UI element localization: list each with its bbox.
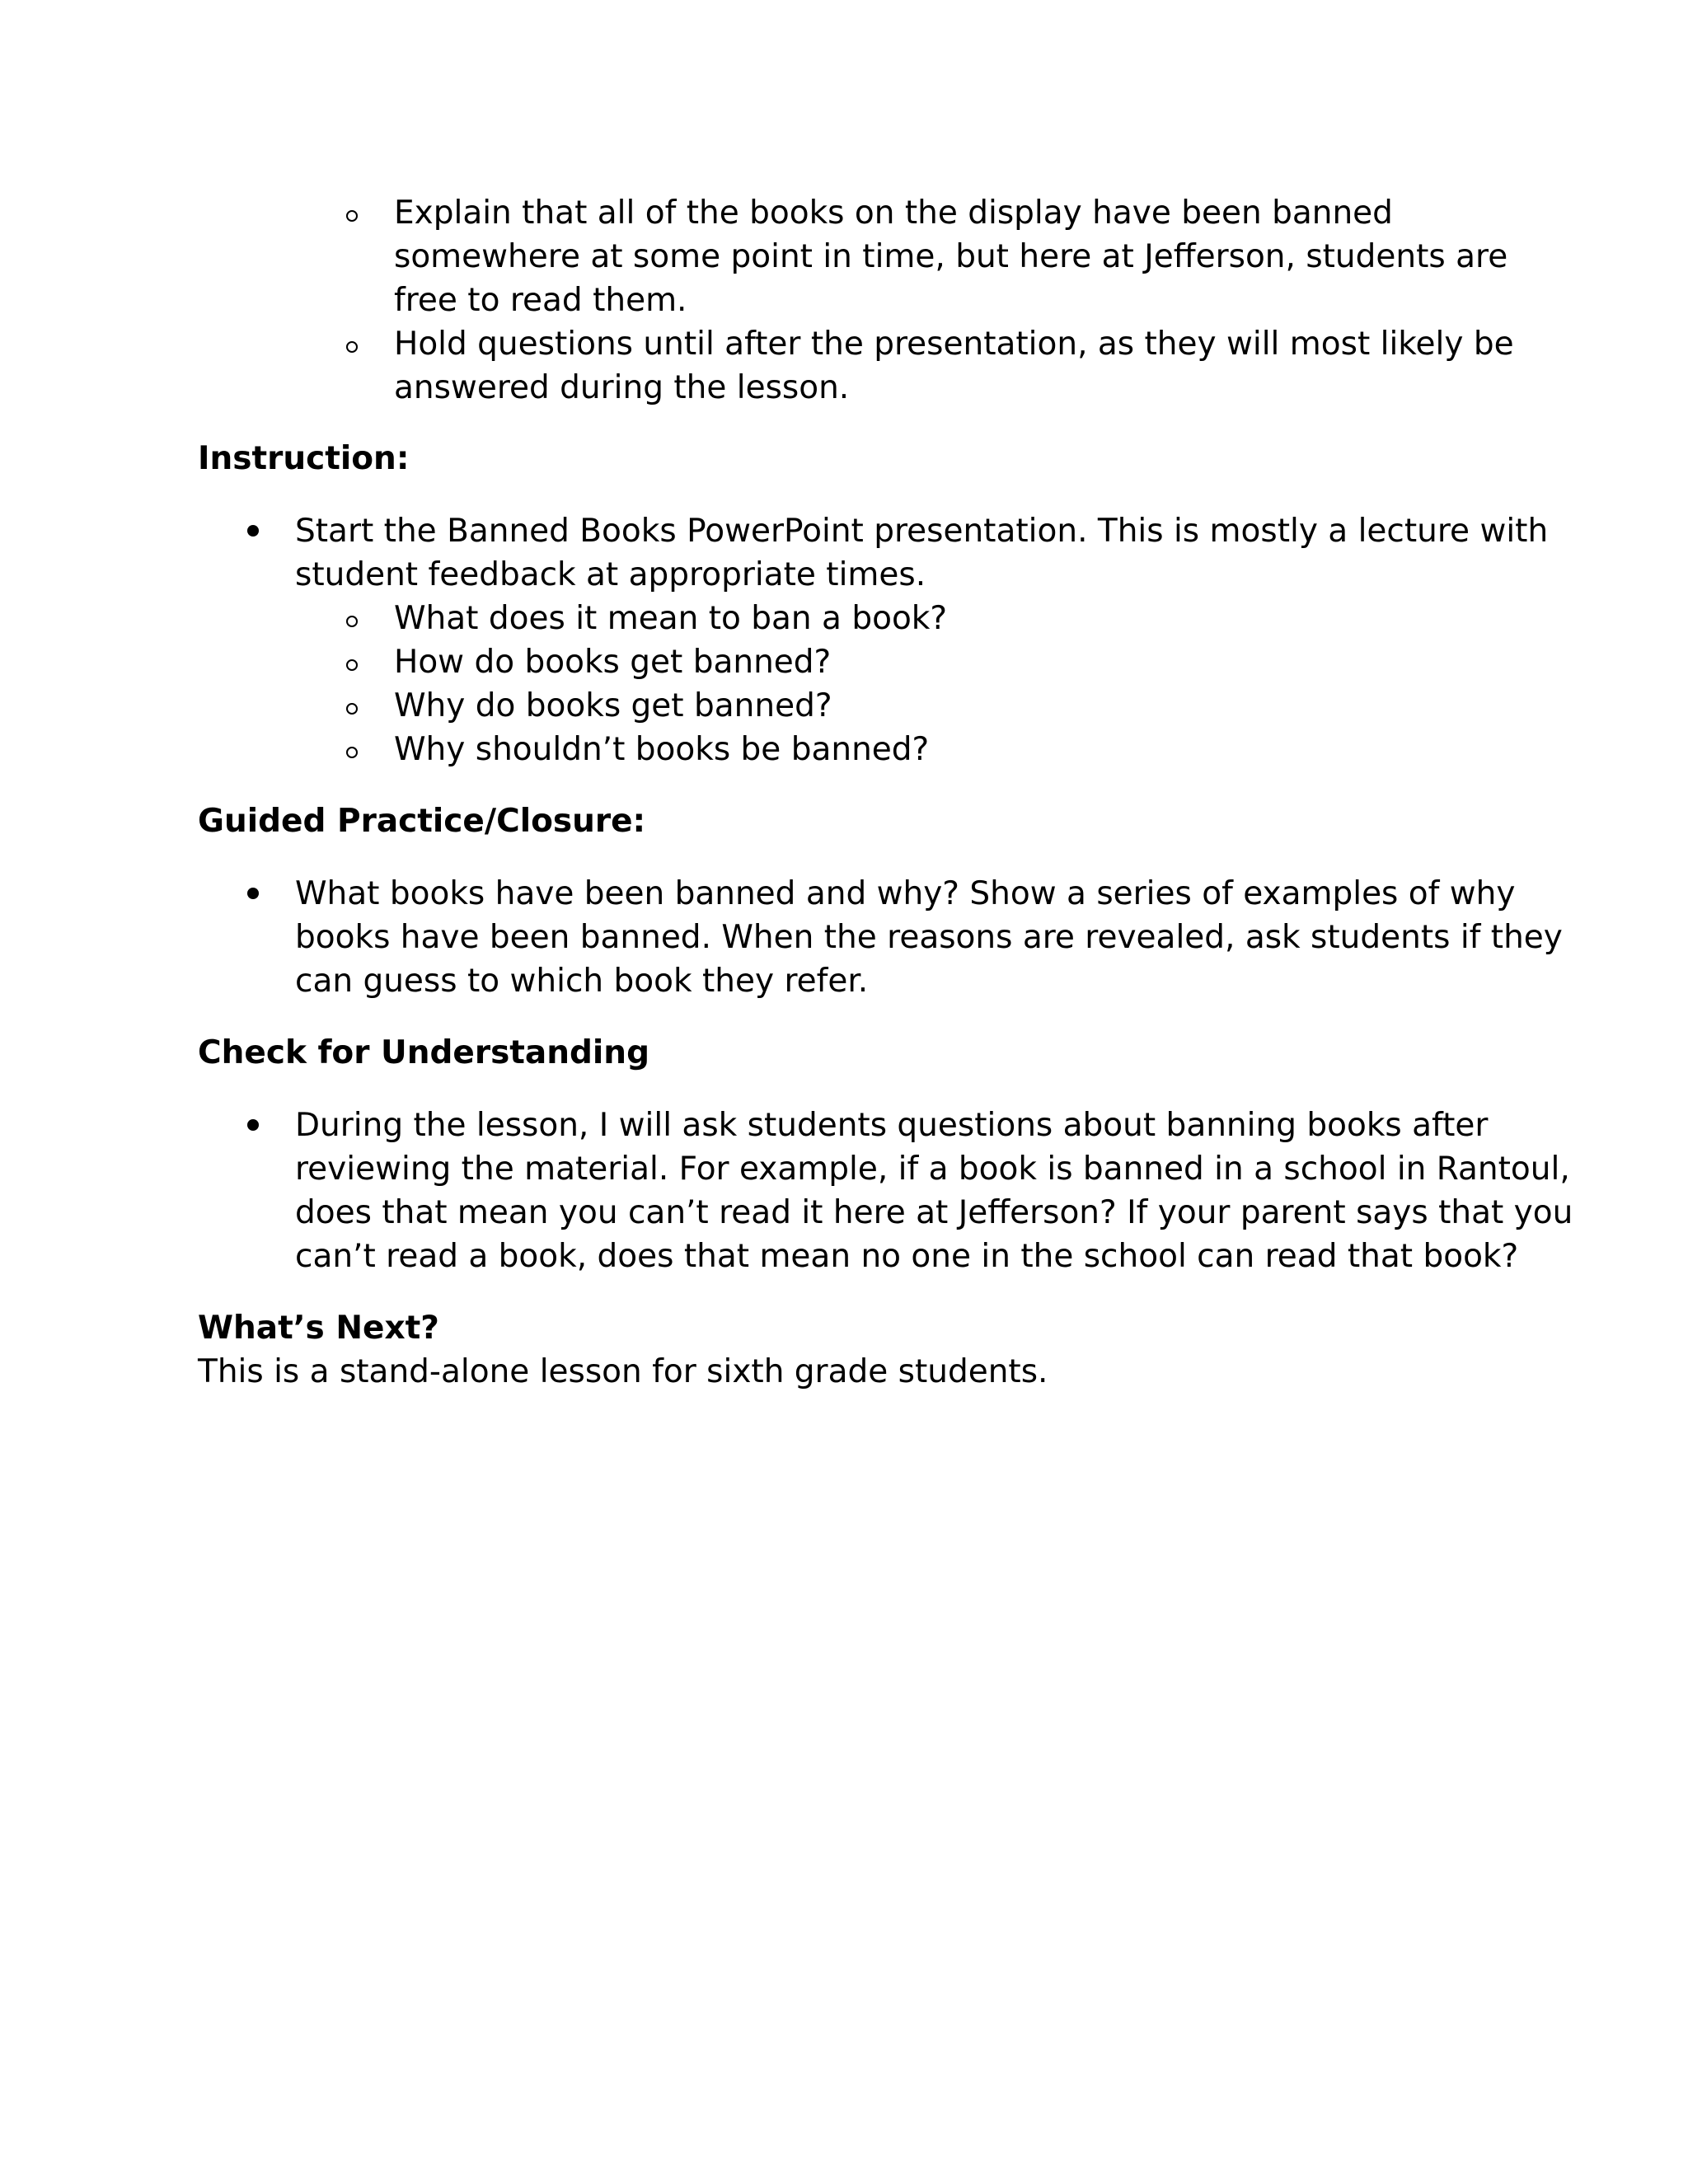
bullet-icon — [247, 888, 259, 899]
text-line: can’t read a book, does that mean no one in the school can read that book? — [295, 1238, 1519, 1275]
text-line: free to read them. — [394, 282, 687, 319]
hollow-bullet-icon — [346, 659, 358, 671]
text-line: How do books get banned? — [394, 644, 832, 681]
section-heading-guided-practice: Guided Practice/Closure: — [198, 803, 646, 840]
hollow-bullet-icon — [346, 210, 358, 222]
text-line: answered during the lesson. — [394, 369, 850, 406]
text-line: Why do books get banned? — [394, 687, 832, 724]
section-heading-instruction: Instruction: — [198, 440, 410, 477]
text-line: student feedback at appropriate times. — [295, 556, 926, 593]
hollow-bullet-icon — [346, 341, 358, 353]
hollow-bullet-icon — [346, 616, 358, 627]
text-line: Explain that all of the books on the display have been banned — [394, 194, 1393, 232]
text-line: does that mean you can’t read it here at Jefferson? If your parent says that you — [295, 1194, 1573, 1231]
text-line: Start the Banned Books PowerPoint presentation. This is mostly a lecture with — [295, 513, 1549, 550]
text-line: During the lesson, I will ask students questions about banning books after — [295, 1107, 1489, 1144]
hollow-bullet-icon — [346, 747, 358, 758]
text-line: Why shouldn’t books be banned? — [394, 731, 930, 768]
text-line: books have been banned. When the reasons are revealed, ask students if they — [295, 919, 1563, 956]
section-heading-whats-next: What’s Next? — [198, 1310, 439, 1347]
text-line: Hold questions until after the presentation, as they will most likely be — [394, 326, 1514, 363]
text-line: can guess to which book they refer. — [295, 963, 869, 1000]
section-heading-check-understanding: Check for Understanding — [198, 1034, 649, 1071]
bullet-icon — [247, 1119, 259, 1131]
text-line: somewhere at some point in time, but here at Jefferson, students are — [394, 238, 1508, 275]
bullet-icon — [247, 525, 259, 537]
text-line: What does it mean to ban a book? — [394, 600, 948, 637]
hollow-bullet-icon — [346, 703, 358, 715]
text-line: reviewing the material. For example, if a book is banned in a school in Rantoul, — [295, 1151, 1570, 1188]
text-line: What books have been banned and why? Show a series of examples of why — [295, 875, 1516, 912]
whats-next-text: This is a stand-alone lesson for sixth grade students. — [198, 1353, 1048, 1390]
